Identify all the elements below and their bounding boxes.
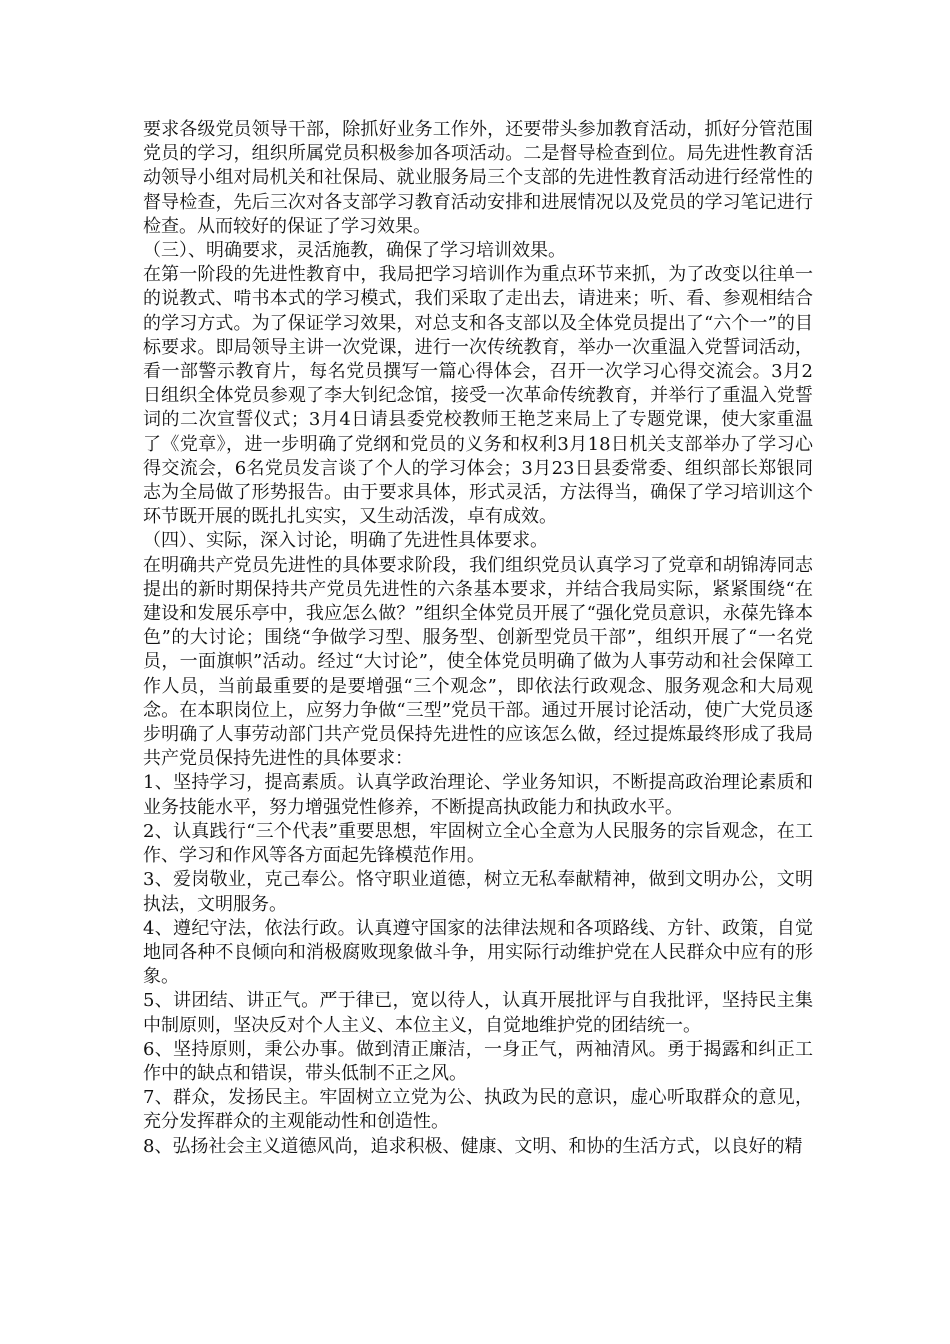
requirement-item-3: 3、爱岗敬业，克己奉公。恪守职业道德，树立无私奉献精神，做到文明办公，文明执法，文明服务。 xyxy=(143,869,813,915)
requirement-item-7: 7、群众，发扬民主。牢固树立立党为公、执政为民的意识，虚心听取群众的意见，充分发挥群众的主观能动性和创造性。 xyxy=(143,1087,813,1133)
requirement-item-8: 8、弘扬社会主义道德风尚，追求积极、健康、文明、和协的生活方式，以良好的精 xyxy=(143,1135,803,1157)
paragraph-discussion: 在明确共产党员先进性的具体要求阶段，我们组织党员认真学习了党章和胡锦涛同志提出的新时期保持共产党员先进性的六条基本要求，并结合我局实际，紧紧围绕“在建设和发展乐亭中，我应怎么做？”组织全体党员开展了“强化党员意识，永葆先锋本色”的大讨论；围绕“争做学习型、服务型、创新型党员干部”，组织开展了“一名党员，一面旗帜”活动。经过“大讨论”，使全体党员明确了做为人事劳动和社会保障工作人员，当前最重要的是要增强“三个观念”，即依法行政观念、服务观念和大局观念。在本职岗位上，应努力争做“三型”党员干部。通过开展讨论活动，使广大党员逐步明确了人事劳动部门共产党员保持先进性的应该怎么做，经过提炼最终形成了我局共产党员保持先进性的具体要求： xyxy=(143,554,813,770)
paragraph-training: 在第一阶段的先进性教育中，我局把学习培训作为重点环节来抓，为了改变以往单一的说教式、啃书本式的学习模式，我们采取了走出去，请进来；听、看、参观相结合的学习方式。为了保证学习效果，对总支和各支部以及全体党员提出了“六个一”的目标要求。即局领导主讲一次党课，进行一次传统教育，举办一次重温入党誓词活动，看一部警示教育片，每名党员撰写一篇心得体会，召开一次学习心得交流会。3月2日组织全体党员参观了李大钊纪念馆，接受一次革命传统教育，并举行了重温入党誓词的二次宣誓仪式；3月4日请县委党校教师王艳芝来局上了专题党课，使大家重温了《党章》，进一步明确了党纲和党员的义务和权利3月18日机关支部举办了学习心得交流会，6名党员发言谈了个人的学习体会；3月23日县委常委、组织部长郑银同志为全局做了形势报告。由于要求具体，形式灵活，方法得当，确保了学习培训这个环节既开展的既扎扎实实，又生动活泼，卓有成效。 xyxy=(143,264,813,528)
section-heading-3: （三）、明确要求，灵活施教，确保了学习培训效果。 xyxy=(143,240,566,262)
requirement-item-4: 4、遵纪守法，依法行政。认真遵守国家的法律法规和各项路线、方针、政策，自觉地同各种不良倾向和消极腐败现象做斗争，用实际行动维护党在人民群众中应有的形象。 xyxy=(143,917,813,988)
requirement-item-5: 5、讲团结、讲正气。严于律已，宽以待人，认真开展批评与自我批评，坚持民主集中制原则，坚决反对个人主义、本位主义，自觉地维护党的团结统一。 xyxy=(143,990,813,1036)
paragraph-party-leaders: 要求各级党员领导干部，除抓好业务工作外，还要带头参加教育活动，抓好分管范围党员的学习，组织所属党员积极参加各项活动。二是督导检查到位。局先进性教育活动领导小组对局机关和社保局、就业服务局三个支部的先进性教育活动进行经常性的督导检查，先后三次对各支部学习教育活动安排和进展情况以及党员的学习笔记进行检查。从而较好的保证了学习效果。 xyxy=(143,119,813,237)
document-body xyxy=(143,118,813,1159)
requirement-item-1: 1、坚持学习，提高素质。认真学政治理论、学业务知识，不断提高政治理论素质和业务技能水平，努力增强党性修养，不断提高执政能力和执政水平。 xyxy=(143,772,813,818)
section-heading-4: （四）、实际，深入讨论，明确了先进性具体要求。 xyxy=(143,530,548,552)
requirement-item-2: 2、认真践行“三个代表”重要思想，牢固树立全心全意为人民服务的宗旨观念，在工作、学习和作风等各方面起先锋模范作用。 xyxy=(143,820,813,867)
requirement-item-6: 6、坚持原则，秉公办事。做到清正廉洁，一身正气，两袖清风。勇于揭露和纠正工作中的缺点和错误，带头低制不正之风。 xyxy=(143,1038,813,1084)
